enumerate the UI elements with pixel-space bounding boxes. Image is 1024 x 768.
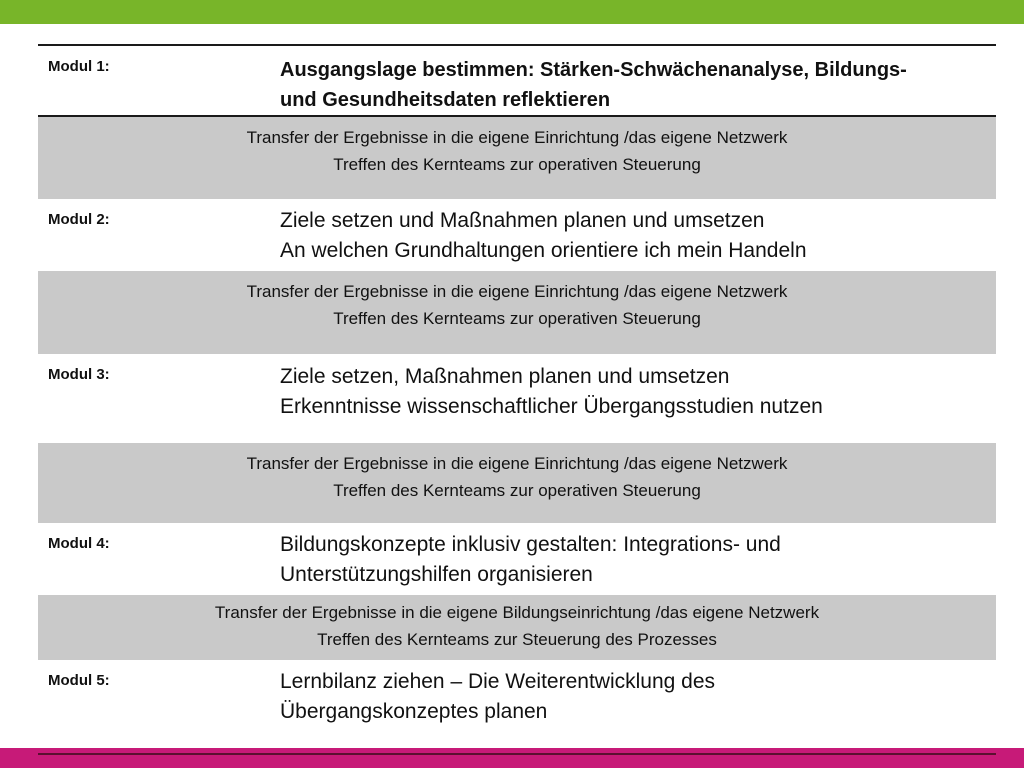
module-title (280, 667, 986, 727)
module-title (280, 55, 986, 115)
module-title (280, 530, 986, 590)
module-row-3 (38, 354, 996, 443)
bottom-accent-bar (0, 748, 1024, 768)
module-title-line: Übergangskonzeptes planen (280, 700, 548, 723)
transfer-row-3 (38, 443, 996, 523)
module-row-2 (38, 199, 996, 271)
module-row-1 (38, 46, 996, 116)
bottom-rule (38, 753, 996, 755)
module-title-line: Lernbilanz ziehen – Die Weiterentwicklung des (280, 670, 716, 693)
module-title-line: Unterstützungshilfen organisieren (280, 563, 593, 586)
module-title-line: Ziele setzen und Maßnahmen planen und umsetzen (280, 209, 765, 232)
transfer-text (38, 599, 996, 653)
transfer-text (38, 450, 996, 504)
module-title (280, 362, 986, 422)
transfer-row-4 (38, 595, 996, 660)
module-row-4 (38, 523, 996, 595)
module-label: Modul 2: (48, 211, 110, 228)
module-table (38, 44, 996, 744)
transfer-text (38, 278, 996, 332)
transfer-line: Treffen des Kernteams zur operativen Steuerung (333, 309, 701, 328)
transfer-row-1 (38, 117, 996, 199)
module-row-5 (38, 660, 996, 744)
transfer-line: Treffen des Kernteams zur Steuerung des Prozesses (317, 630, 717, 649)
module-label: Modul 1: (48, 58, 110, 75)
transfer-text (38, 124, 996, 178)
module-title-line: Bildungskonzepte inklusiv gestalten: Integrations- und (280, 533, 781, 556)
module-title (280, 206, 986, 266)
transfer-row-2 (38, 271, 996, 354)
module-label: Modul 4: (48, 535, 110, 552)
module-label: Modul 5: (48, 672, 110, 689)
module-title-line: Ausgangslage bestimmen: Stärken-Schwächenanalyse, Bildungs- (280, 59, 907, 81)
transfer-line: Transfer der Ergebnisse in die eigene Einrichtung /das eigene Netzwerk (246, 454, 788, 473)
transfer-line: Transfer der Ergebnisse in die eigene Einrichtung /das eigene Netzwerk (246, 282, 788, 301)
module-title-line: Ziele setzen, Maßnahmen planen und umsetzen (280, 365, 730, 388)
module-title-line: und Gesundheitsdaten reflektieren (280, 89, 611, 111)
top-accent-bar (0, 0, 1024, 24)
module-label: Modul 3: (48, 366, 110, 383)
transfer-line: Transfer der Ergebnisse in die eigene Bildungseinrichtung /das eigene Netzwerk (214, 603, 820, 622)
transfer-line: Transfer der Ergebnisse in die eigene Einrichtung /das eigene Netzwerk (246, 128, 788, 147)
module-title-line: An welchen Grundhaltungen orientiere ich mein Handeln (280, 239, 807, 262)
transfer-line: Treffen des Kernteams zur operativen Steuerung (333, 155, 701, 174)
transfer-line: Treffen des Kernteams zur operativen Steuerung (333, 481, 701, 500)
module-title-line: Erkenntnisse wissenschaftlicher Übergangsstudien nutzen (280, 395, 823, 418)
